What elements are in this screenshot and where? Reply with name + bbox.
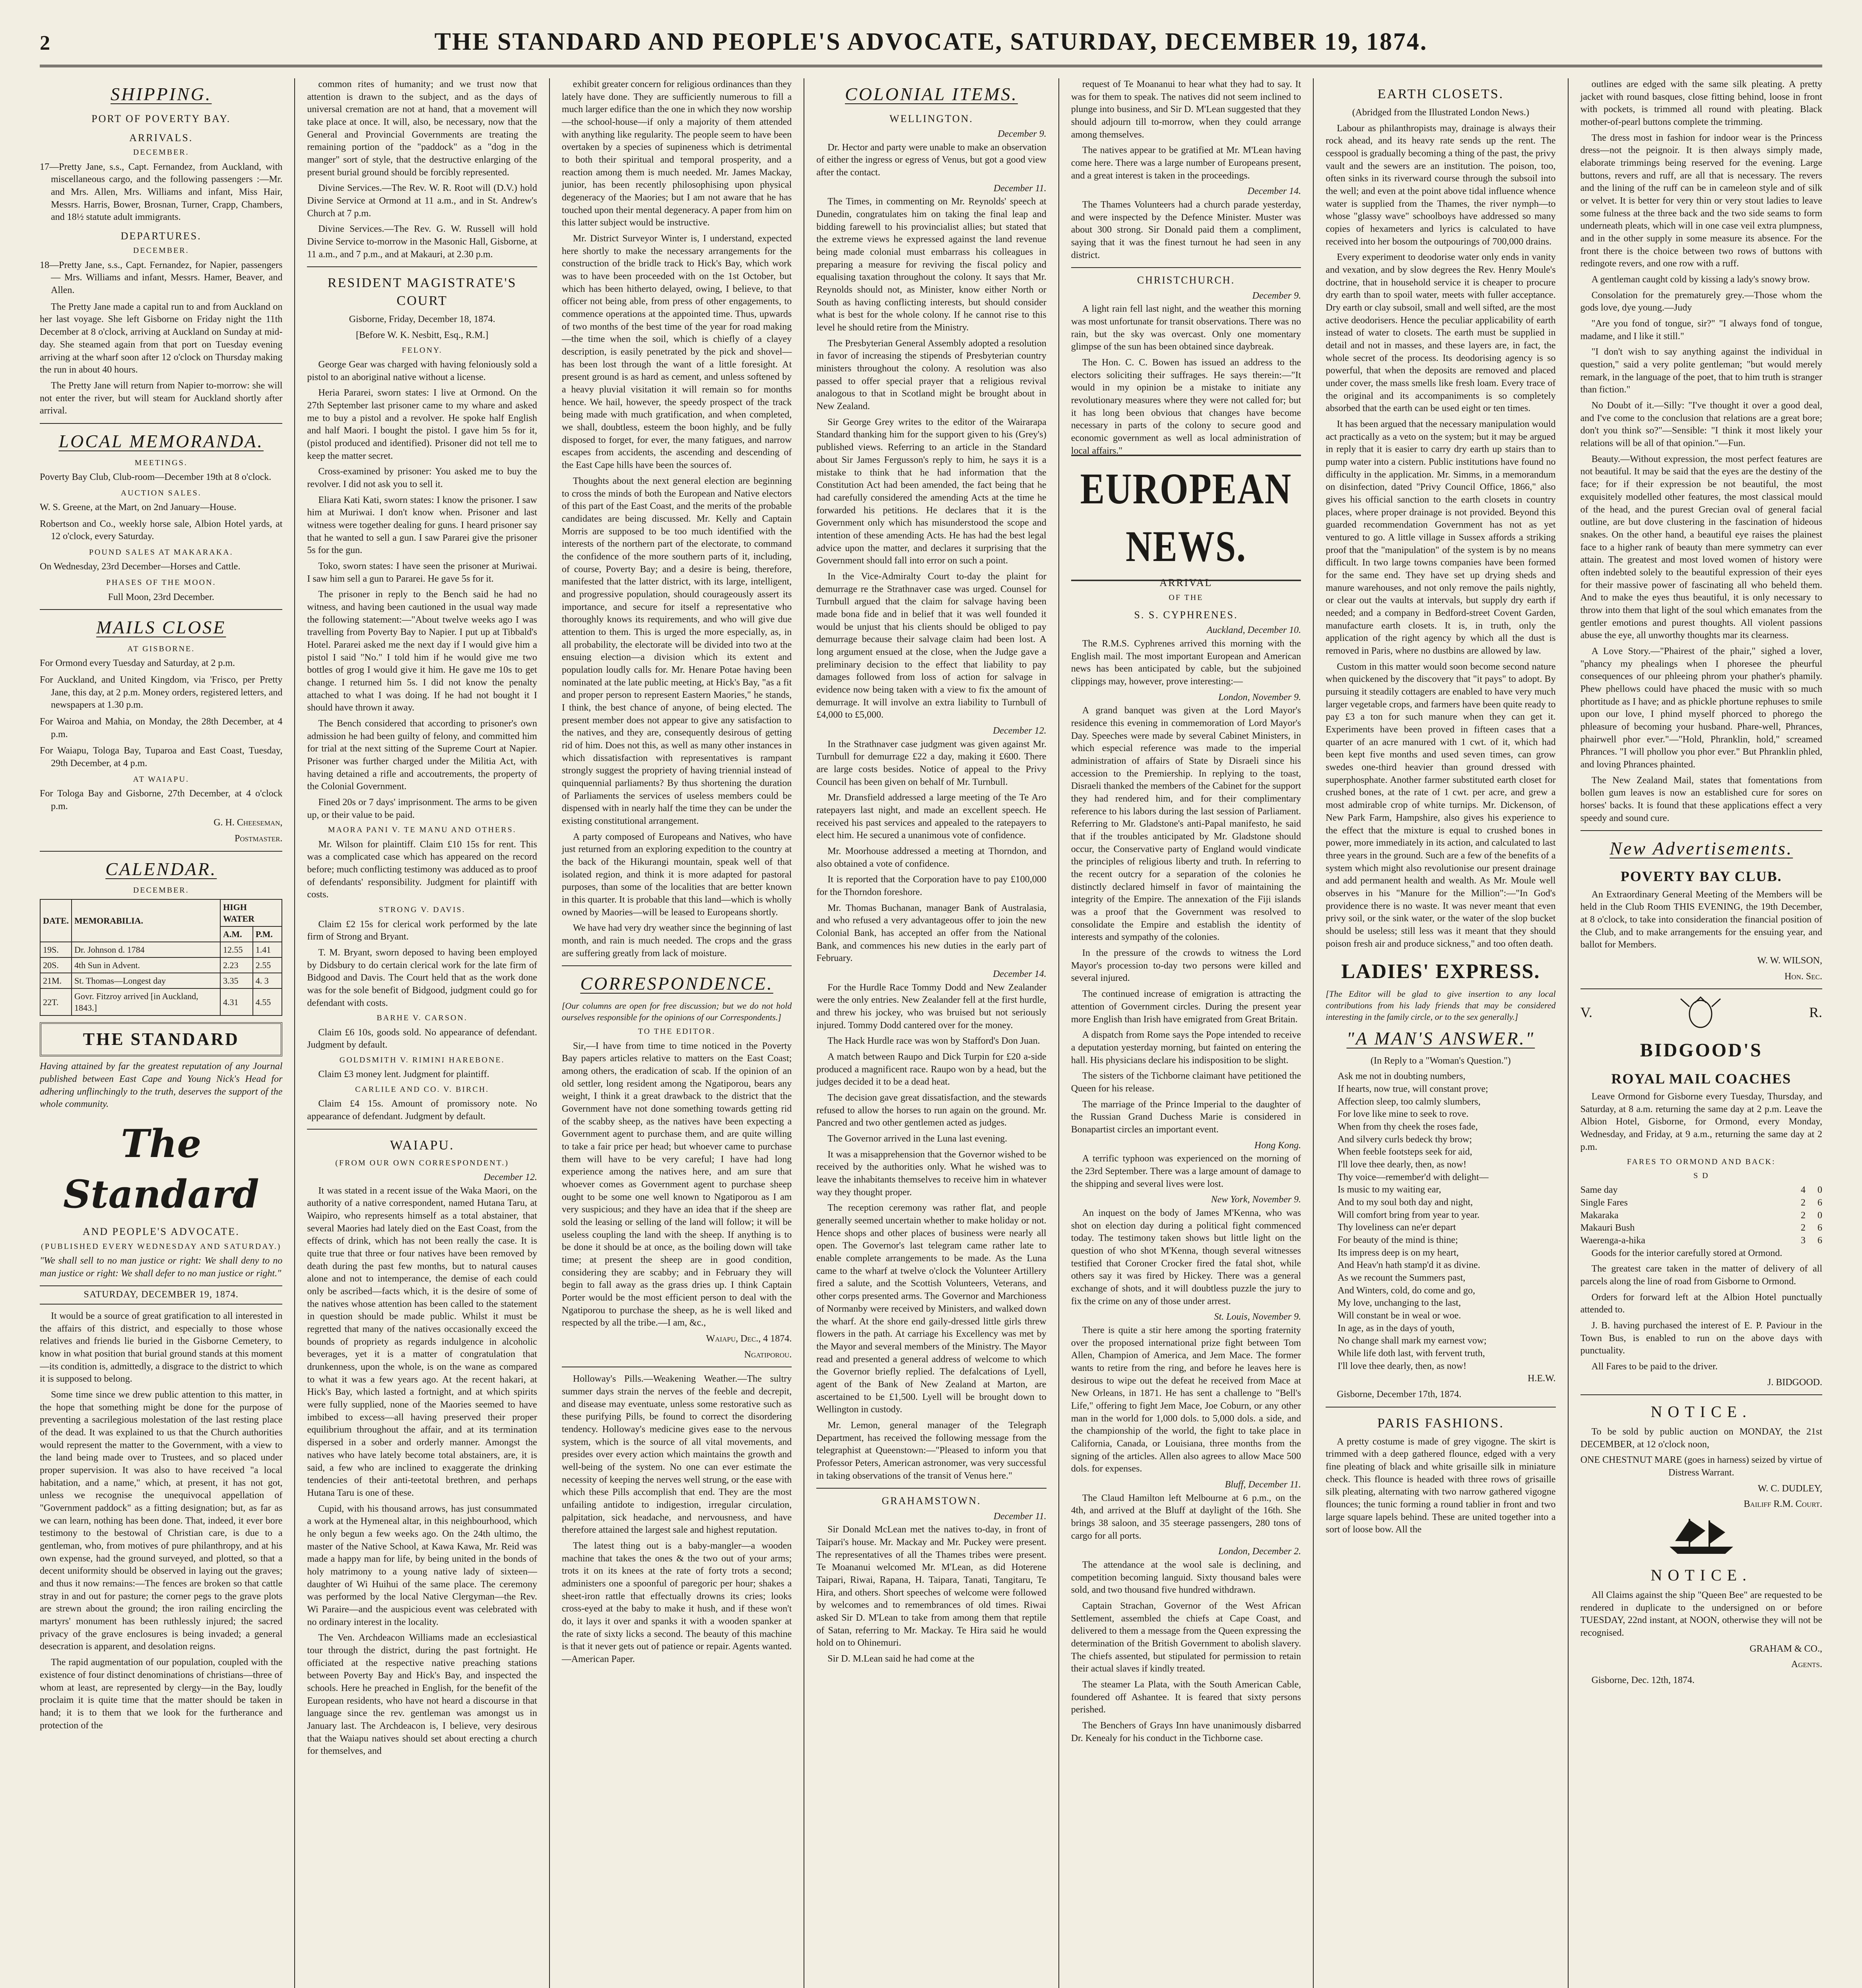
notice-item: ONE CHESTNUT MARE (goes in harness) seized by virtue of Distress Warrant. [1580, 1455, 1822, 1478]
news-paragraph: A light rain fell last night, and the weather this morning was most unfortunate for transit observations. There was no rain, but the sky was overcast. Only one momentary glimpse of the sun has been obtained since daybreak. [1071, 304, 1301, 352]
poem-line: Ask me not in doubting numbers, [1338, 1071, 1466, 1082]
pound-text: On Wednesday, 23rd December—Horses and Cattle. [40, 561, 241, 572]
mail-entry: For Waiapu, Tologa Bay, Tuparoa and East Coast, Tuesday, 29th December, at 4 p.m. [40, 746, 283, 769]
grahamstown-date: December 14. [1247, 186, 1301, 197]
grahamstown-heading: GRAHAMSTOWN. [881, 1495, 981, 1507]
news-paragraph: The Governor arrived in the Luna last evening. [827, 1134, 1008, 1144]
departure-entry: 18—Pretty Jane, s.s., Capt. Fernandez, for Napier, passengers — Mrs. Williams and infant, Messrs. Hamer, Beaver, and Allen. [40, 260, 283, 296]
bidgood-text: Leave Ormond for Gisborne every Tuesday, Thursday, and Saturday, at 8 a.m. returning the same day at 2 p.m. Leave the Albion Hotel, Gisborne, for Ormond, every Monday, Wednesday, and Friday, at 9 a.m., returning the same day at 2 p.m. [1580, 1091, 1822, 1152]
holloway-advert: Holloway's Pills.—Weakening Weather.—The sultry summer days strain the nerves of the feeble and decrepit, and disease may eventuate, unless some restorative such as these purifying Pills, be found to correct the disordering tendency. Holloway's medicine gives ease to the nervous system, which is the source of all vital movements, and presides over every action which maintains the growth and well-being of the system. No one can ever estimate the necessity of keeping the nerves well strung, or the ease with which these Pills accomplish that end. They are the most unfailing antidote to indigestion, irregular circulation, palpitation, sick headache, and nervousness, and have therefore attained the largest sale and highest reputation. [561, 1374, 792, 1536]
column-3 [549, 78, 804, 1988]
calendar-cell: Govr. Fitzroy arrived [in Auckland, 1843.] [72, 988, 220, 1015]
stlouis-date: St. Louis, November 9. [1214, 1312, 1301, 1322]
news-paragraph: The Times, in commenting on Mr. Reynolds' speech at Dunedin, congratulates him on taking the final leap and bidding farewell to his provincialist allies; but stated that the extreme views he expressed against the land revenue being made colonial must embarrass his colleagues in preparing a measure for reviving the fiscal policy and equalising taxation throughout the colony. It says that Mr. Reynolds should not, as Minister, know either North or South as having conflicting interests, but should consider what is best for the whole colony. If he cannot rise to this level he should retire from the Ministry. [816, 196, 1047, 333]
fare-pence: 6 [1817, 1197, 1822, 1208]
ship-name-heading: S. S. CYPHRENES. [1134, 609, 1238, 621]
waiapu-heading: WAIAPU. [390, 1138, 454, 1153]
poem-line: No change shall mark my earnest vow; [1338, 1336, 1487, 1346]
letter-paragraph: Sir,—I have from time to time noticed in the Poverty Bay papers articles relative to matters on the East Coast; among others, the eradication of scab. If the opinion of an old settler, long resident among the Ngatiporou, bears any weight, I think it a great drawback to the district that the Government have not done something towards getting rid of the scabby sheep, as the natives have been expecting a Government agent to purchase them, and are quite willing to take a fair price per head; but whoever came to purchase them will have to be very careful; I have had long experience among the natives here, and am sure that whoever comes as Government agent to purchase sheep ought to be some one well known to Ngatiporou as I am very suspicious; and they have an idea that if the sheep are sold the leasing or selling of the land will follow; it will be useless coupling the land with the sheep. If anything is to be done it should be at once, as the boiling down will take time; at present the sheep are in good condition, considering they are scabby; and in February they will begin to fall away as the grass dries up. I think Captain Porter would be the most efficient person to deal with the Ngatiporou to purchase the sheep, as he is well liked and respected by all the tribe.—I am, &c., [561, 1041, 792, 1328]
calendar-cell: St. Thomas—Longest day [72, 973, 220, 988]
news-paragraph: request of Te Moananui to hear what they had to say. It was for them to speak. The natives did not seem inclined to plunge into business, and Sir D. M'Lean suggested that they should adjourn till to-morrow, when they could arrange among themselves. [1071, 79, 1301, 140]
news-paragraph: It is reported that the Corporation have to pay £100,000 for the Thorndon foreshore. [816, 874, 1047, 897]
poem-line: And Heav'n hath stamp'd it as divine. [1338, 1260, 1480, 1271]
shipping-note: The Pretty Jane made a capital run to and from Auckland on her last voyage. She left Gisborne on Friday night the 11th December at 8 o'clock, arriving at Auckland on Sunday at mid-day. She steamed again from that port on Tuesday evening arriving at the wharf soon after 12 o'clock on Thursday making the run in about 40 hours. [40, 301, 283, 375]
fare-row [1580, 1222, 1822, 1235]
fare-amount [1801, 1197, 1822, 1209]
poem-signature: H.E.W. [1528, 1373, 1556, 1384]
news-paragraph: The Thames Volunteers had a church parade yesterday, and were inspected by the Defence Minister. Muster was about 300 strong. Sir Donald paid them a compliment, saying that it was the finest turnout he had seen in any district. [1071, 200, 1301, 260]
fares-column-heads: S D [1693, 1171, 1709, 1180]
moon-heading: PHASES OF THE MOON. [106, 578, 216, 587]
notice-text: To be sold by public auction on MONDAY, the 21st DECEMBER, at 12 o'clock noon, [1580, 1427, 1822, 1450]
news-paragraph: The attendance at the wool sale is declining, and competition becoming languid. Sixty thousand bales were sold, and two thousand five hundred withdrawn. [1071, 1560, 1301, 1596]
calendar-heading: CALENDAR. [105, 858, 217, 879]
ladies-express-heading: LADIES' EXPRESS. [1341, 960, 1540, 983]
masthead [40, 28, 1822, 67]
calendar-header-am: A.M. [220, 926, 253, 942]
issue-date: SATURDAY, DECEMBER 19, 1874. [40, 1285, 282, 1305]
news-paragraph: A terrific typhoon was experienced on the morning of the 23rd September. There was a large amount of damage to the shipping and several lives were lost. [1071, 1153, 1301, 1189]
running-head: THE STANDARD AND PEOPLE'S ADVOCATE, SATURDAY, DECEMBER 19, 1874. [434, 28, 1428, 55]
fare-label: Makauri Bush [1580, 1223, 1635, 1233]
fare-shillings: 2 [1801, 1197, 1806, 1208]
poem-line: Affection sleep, too calmly slumbers, [1338, 1096, 1481, 1107]
arrival-heading: ARRIVAL [1159, 577, 1213, 589]
letter-signature: Ngatiporou. [744, 1349, 792, 1360]
waiapu-continued: We have had very dry weather since the beginning of last month, and rain is much needed. The crops and the grass are suffering greatly from lack of moisture. [561, 923, 792, 959]
notice-signature-title: Agents. [1791, 1659, 1822, 1670]
calendar-cell: 2.55 [253, 957, 282, 973]
poem-line: I'll love thee dearly, then, as now! [1338, 1361, 1467, 1371]
club-ad-text: An Extraordinary General Meeting of the Members will be held in the Club Room THIS EVENING, the 19th December, at 8 o'clock, to take into consideration the financial position of the Club, and to make arrangements for the ensuing year, and ballot for Members. [1580, 889, 1822, 950]
article-paragraph: A pretty costume is made of grey vigogne. The skirt is trimmed with a deep gathered flounce, edged with a very fine pleating of black and white grisaille silk in miniature check. This flounce is headed with three rows of grisaille silk pleating, alternating with two narrow gathered vigogne flounces; the tunic forming a round tablier in front and two large square lapels behind. These are united together into a sort of loose bow. All the [1326, 1436, 1556, 1535]
london-date: London, November 9. [1218, 692, 1301, 703]
ladies-express-note: [The Editor will be glad to give insertion to any local contributions from his lady friends that may be considered interesting in the family circle, or to the sex generally.] [1326, 988, 1556, 1022]
departures-heading: DEPARTURES. [120, 230, 202, 242]
auction-heading: AUCTION SALES. [120, 488, 202, 497]
waiapu-paragraph: Cupid, with his thousand arrows, has just consummated a work at the Hymeneal altar, in this neighbourhood, which he only begun a few weeks ago. On the 24th ultimo, the master of the Native School, at Kawa Kawa, Mr. Reid was made a happy man for life, by being united in the bonds of holy matrimony to a young native lady of sixteen—daughter of Wi Huihui of the same place. The ceremony was performed by the local Native Clergyman—the Rev. Wi Paraire—and the auspicious event was celebrated with no ordinary interest in the locality. [307, 1503, 537, 1627]
calendar-row [40, 942, 282, 957]
pound-heading: POUND SALES AT MAKARAKA. [89, 548, 233, 557]
news-paragraph: The Benchers of Grays Inn have unanimously disbarred Dr. Kenealy for his conduct in the Tichborne case. [1071, 1720, 1301, 1743]
article-paragraph: outlines are edged with the same silk pleating. A pretty jacket with round basques, close fitting behind, loose in front with pockets, is trimmed all round with pleating. Black mother-of-pearl buttons complete the trimming. [1580, 79, 1822, 128]
bidgood-heading: BIDGOOD'S [1640, 1040, 1763, 1061]
waiapu-continued: Mr. District Surveyor Winter is, I understand, expected here shortly to make the necessary arrangements for the construction of the bridle track to Hick's Bay, which work was to have been proceeded with on the 1st October, but which has been hitherto delayed, owing, I believe, to that officer not being able, from press of other engagements, to commence operations at the appointed time. Thus, upwards of two months of the best time of the year for road making—the time when the soil, which is chiefly of a clayey description, is easily penetrated by the pick and shovel—has been lost through the want of a little foresight. At present ground is as hard as cement, and unless softened by a heavy pluvial visitation it will remain so for months hence. We hail, however, the speedy prospect of the track being made with much gratification, and when completed, we shall, doubtless, esteem the boon highly, and be fully disposed to forget, for ever, the many fatigues, and narrow escapes from accidents, the ascending and descending of the East Cape hills have been the sources of. [561, 233, 792, 471]
paris-fashions-heading: PARIS FASHIONS. [1377, 1415, 1504, 1431]
fare-row [1580, 1235, 1822, 1247]
column-5 [1058, 78, 1313, 1988]
column-7 [1568, 78, 1822, 1988]
christchurch-heading: CHRISTCHURCH. [1137, 274, 1235, 286]
poem-line: My love, unchanging to the last, [1338, 1298, 1461, 1309]
news-paragraph: The continued increase of emigration is attracting the attention of Government circles. During the present year more English than Irish have emigrated from Great Britain. [1071, 989, 1301, 1025]
calendar-cell: 2.23 [220, 957, 253, 973]
leader-paragraph: The rapid augmentation of our population, coupled with the existence of four distinct denominations of christians—three of whom at least, are represented by clergy—in the Bay, loudly proclaim it is quite time that the matter should be taken in hand; it is to them that we look for the furtherance and protection of the [40, 1657, 283, 1731]
fare-pence: 6 [1817, 1223, 1822, 1233]
poem-subtitle: (In Reply to a "Woman's Question.") [1371, 1055, 1511, 1066]
notice-heading: NOTICE. [1650, 1566, 1752, 1584]
news-paragraph: In the Vice-Admiralty Court to-day the plaint for demurrage re the Strathnaver case was urged. Counsel for Turnbull argued that the claim for salvage having been made bona fide and in belief that it was well founded it would be unjust that his clients should be obliged to pay demurrage because their salvage claim had been lost. A long argument ensued at the close, when the Judge gave a preliminary decision to the effect that liability to pay damages followed from loss of action for salvage in evidence now being taken with a view to fix the amount of demurrage. It will involve an extra liability to Turnbull of £4,000 to £5,000. [816, 571, 1047, 720]
rm-court-date: Gisborne, Friday, December 18, 1874. [349, 314, 495, 325]
poem-line: And silvery curls bedeck thy brow; [1338, 1134, 1472, 1145]
fare-row [1580, 1209, 1822, 1222]
calendar-cell: 4.55 [253, 988, 282, 1015]
anecdote: "Are you fond of tongue, sir?" "I always fond of tongue, madame, and I like it still." [1580, 318, 1822, 342]
anecdote: Beauty.—Without expression, the most perfect features are not beautiful. It may be said that the eyes are the destiny of the face; for if their expression be not beautiful, the most exquisitely modelled other features, the most classical mould of the head, and the purest Grecian oval of general facial outline, are but dove clustering in the fascination of hideous snakes. On the other hand, a beautiful eye raises the plainest face to a higher rank of beauty than mere symmetry can ever attain. The greatest and most loved women of history were often indebted solely to the beautiful expression of their eyes for their massive power of fascinating all who beheld them. And to make the eyes thus beautiful, it is only necessary to throw into them that light of the soul which emanates from the gentler emotions and purest thoughts. All violent passions abuse the eye, all unworthy thoughts mar its clearness. [1580, 454, 1822, 641]
mail-entry: For Auckland, and United Kingdom, via 'Frisco, per Pretty Jane, this day, at 2 p.m. Money orders, registered letters, and newspapers at 1.30 p.m. [40, 674, 283, 711]
calendar-cell: 4th Sun in Advent. [72, 957, 220, 973]
calendar-cell: 3.35 [220, 973, 253, 988]
of-the: OF THE [1169, 593, 1204, 602]
poem-line: When feeble footsteps seek for aid, [1338, 1147, 1472, 1157]
news-paragraph: The reception ceremony was rather flat, and people generally seemed uncertain whether to make holiday or not. Hence shops and other places of business were nearly all open. The Governor's last telegram came rather late to enable complete arrangements to be made. As the Luna came to the wharf at twelve o'clock the Volunteer Artillery fired a salute, and the Scottish Volunteers, Veterans, and other corps presented arms. The Governor and Marchioness of Normanby were received by Ministers, and walked down the wharf. At the shore end gaily-dressed little girls threw flowers in the path. At carriage his Excellency was met by the Mayor and several members of the Ministry. The Mayor read and presented a general address of welcome to which the Governor briefly replied. The defalcations of Lyell, agent of the Bank of New Zealand at Marton, are ascertained to be £1,500. Lyell will be brought down to Wellington in custody. [816, 1203, 1047, 1415]
court-paragraph: Claim £3 money lent. Judgment for plaintiff. [318, 1069, 489, 1080]
rm-court-before: [Before W. K. Nesbitt, Esq., R.M.] [355, 330, 489, 340]
arrivals-month: DECEMBER. [133, 148, 189, 157]
fare-label: Single Fares [1580, 1197, 1628, 1208]
correspondence-heading: CORRESPONDENCE. [580, 973, 773, 994]
fare-amount [1801, 1222, 1822, 1235]
calendar-cell: 1.41 [253, 942, 282, 957]
paper-verse: "We shall sell to no man justice or right: We shall deny to no man justice or right: We shall defer to no man justice or right." [40, 1256, 283, 1279]
newyork-date: New York, November 9. [1211, 1194, 1301, 1205]
article-paragraph: Every experiment to deodorise water only ends in vanity and vexation, and by slow degrees the Rev. Henry Moule's doctrine, that in household service it is cheaper to procure dry earth than to spoil water, meets with fuller acceptance. Dry earth or clay subsoil, small and well sifted, are the most active deodorisers. Hence the peculiar applicability of earth instead of water to closets. The earth must be supplied in detail and not in masses, and these layers are, in fact, the whole secret of the process. Its deodorising agency is so powerful, that when the deposits are removed and placed under cover, the mass smells like fresh loam. Every trace of the original and its accompaniments is so completely absorbed that the earth can be used eight or ten times. [1326, 252, 1556, 414]
waiapu-byline: (FROM OUR OWN CORRESPONDENT.) [335, 1158, 509, 1167]
wellington-heading: WELLINGTON. [889, 113, 973, 124]
poem-line: While life doth last, with fervent truth, [1338, 1348, 1485, 1359]
poem-line: I'll love thee dearly, then, as now! [1338, 1159, 1467, 1170]
news-paragraph: In the Strathnaver case judgment was given against Mr. Turnbull for demurrage £22 a day, making it £600. There are large costs besides. Notice of appeal to the Privy Council has been given on behalf of Mr. Turnbull. [816, 739, 1047, 787]
poem-line: For beauty of the mind is thine; [1338, 1235, 1458, 1246]
calendar-cell: 20S. [40, 957, 72, 973]
court-paragraph: The prisoner in reply to the Bench said he had no witness, and having been cautioned in the usual way made the following statement:—"About twelve weeks ago I was travelling from Poverty Bay to Napier. I put up at Tibbald's Hotel. Pararei asked me the next day if I would give him a pistol I said "No." I told him if he would give me two bottles of grog I would give it him. He gave me 10s to get change. I returned him 5s. I did not know the penalty attached to what I was doing. If he had not bought it I should have thrown it away. [307, 589, 537, 713]
news-paragraph: Mr. Moorhouse addressed a meeting at Thorndon, and also obtained a vote of confidence. [816, 846, 1047, 869]
poem-line: Is music to my waiting ear, [1338, 1184, 1441, 1195]
poem-line: And Winters, cold, do come and go, [1338, 1285, 1475, 1296]
royal-arms [1580, 995, 1822, 1031]
court-paragraph: Toko, sworn states: I have seen the prisoner at Muriwai. I saw him sell a gun to Pararei. He gave 5s for it. [307, 561, 537, 584]
at-waiapu: AT WAIAPU. [133, 775, 189, 784]
calendar-row [40, 973, 282, 988]
vr-right: R. [1809, 1004, 1822, 1021]
club-ad-signature-title: Hon. Sec. [1784, 971, 1822, 982]
anecdote: "I don't wish to say anything against the individual in question," said a very polite gentleman; "but would merely remark, in the language of the poet, that to him truth is stranger than fiction." [1580, 347, 1822, 395]
colonial-items-heading: COLONIAL ITEMS. [845, 84, 1018, 104]
calendar-header-date: DATE. [40, 899, 72, 942]
auction-text: W. S. Greene, at the Mart, on 2nd January—House. [40, 502, 237, 513]
poem-line: When from thy cheek the roses fade, [1338, 1122, 1478, 1132]
waiapu-continued: exhibit greater concern for religious ordinances than they lately have done. They are sufficiently numerous to fill a much larger edifice than the one in which they now worship—the school-house—if only a majority of them attended with anything like regularity. The people seem to have been overtaken by a species of supineness which is detrimental to both their spiritual and temporal prosperity, and a reaction among them is much needed. Mr. James Mackay, junior, has been recently philosophising upon physical degeneracy of the Maories; but I am not aware that he has touched upon their mental degeneracy. A paper from him on this latter subject would be instructive. [561, 79, 792, 228]
anecdote: A gentleman caught cold by kissing a lady's snowy brow. [1591, 274, 1810, 285]
news-paragraph: The decision gave great dissatisfaction, and the stewards refused to allow the horses to run again on the ground. Mr. Pancred and two other gentlemen acted as judges. [816, 1093, 1047, 1128]
news-paragraph: The R.M.S. Cyphrenes arrived this morning with the English mail. The most important European and American news has been anticipated by cable, but the subjoined clippings may, however, prove interesting:— [1071, 639, 1301, 687]
column-grid [40, 78, 1822, 1988]
calendar-cell: Dr. Johnson d. 1784 [72, 942, 220, 957]
fare-pence: 0 [1817, 1185, 1822, 1196]
poem-line: As we recount the Summers past, [1338, 1273, 1466, 1283]
news-paragraph: The natives appear to be gratified at Mr. M'Lean having come here. There was a large number of Europeans present, and a great interest is taken in the proceedings. [1071, 145, 1301, 181]
postmaster-name: G. H. Cheeseman, [214, 817, 283, 828]
at-gisborne: AT GISBORNE. [127, 644, 195, 653]
news-paragraph: Sir D. M.Lean said he had come at the [827, 1653, 975, 1664]
column-2 [294, 78, 549, 1988]
fare-pence: 6 [1817, 1235, 1822, 1246]
fare-amount [1801, 1184, 1822, 1197]
poem-line: Its impress deep is on my heart, [1338, 1247, 1459, 1258]
london-date: London, December 2. [1218, 1546, 1301, 1557]
vr-left: V. [1580, 1004, 1592, 1021]
waiapu-continued: Thoughts about the next general election are beginning to cross the minds of both the European and Native electors of this part of the East Coast, and the merits of the probable candidates are being discussed. Mr. Kelly and Captain Morris are supposed to be too much identified with the interests of the northern part of the electorate, to command the confidence of the more southern parts of it, including, of course, Poverty Bay; and a desire is being, therefore, manifested that the latter district, with its large, intelligent, and progressive population, should courageously assert its importance, and secure for itself a representative who thoroughly knows its requirements, and who will give due attention to them. This is urged the more especially, as, in all probability, the electorate will be divided into two at the ensuing election—a division which its extent and population loudly calls for. Mr. Henare Potae having been nominated at the late public meeting, at Hick's Bay, "as a fit and proper person to represent Eastern Maories," he stands, I think, the best chance of anyone, of being elected. The present member does not appear to give any satisfaction to the natives, and they are, consequently desirous of getting rid of him. Does not this, as well as many other instances in which dissatisfaction with representatives is rampant strongly suggest the propriety of having triennial instead of quinquennial parliaments? By thus shortening the duration of Parliaments the services of useless members could be dispensed with in nearly half the time they can be under the existing constitutional arrangement. [561, 476, 792, 826]
auckland-date: Auckland, December 10. [1206, 625, 1301, 636]
news-paragraph: In the pressure of the crowds to witness the Lord Mayor's procession to-day two persons were killed and several injured. [1071, 948, 1301, 984]
port-heading: PORT OF POVERTY BAY. [91, 113, 231, 124]
news-paragraph: The steamer La Plata, with the South American Cable, foundered off Ashantee. It is feared that sixty persons perished. [1071, 1679, 1301, 1715]
news-paragraph: The Claud Hamilton left Melbourne at 6 p.m., on the 4th, and arrived at the Bluff at daylight of the 16th. She brings 38 saloon, and 35 steerage passengers, 280 tons of cargo for all ports. [1071, 1493, 1301, 1541]
mail-entry: For Tologa Bay and Gisborne, 27th December, at 4 o'clock p.m. [40, 788, 283, 812]
calendar-cell: 12.55 [220, 942, 253, 957]
waiapu-continued: A party composed of Europeans and Natives, who have just returned from an exploring expedition to the country at the back of the Hikurangi mountain, speak well of that isolated region, and think it is more adapted for pastoral purposes, than some of the localities that are better known in this quarter. It is probable that this land—which is wholly owned by Maories—will be leased to Europeans shortly. [561, 831, 792, 918]
fare-label: Makaraka [1580, 1210, 1619, 1221]
page-number: 2 [40, 32, 50, 54]
notice-signature: GRAHAM & CO., [1749, 1643, 1822, 1654]
poem-line: In age, as in the days of youth, [1338, 1323, 1455, 1334]
notice-signature: W. C. DUDLEY, [1757, 1483, 1822, 1494]
poem-date: Gisborne, December 17th, 1874. [1337, 1389, 1462, 1400]
column-4 [804, 78, 1058, 1988]
news-paragraph: The sisters of the Tichborne claimant have petitioned the Queen for his release. [1071, 1071, 1301, 1094]
news-paragraph: There is quite a stir here among the sporting fraternity over the proposed international prize fight between Tom Allen, Champion of America, and Jem Mace. The former wants to retire from the ring, and before he leaves here is desirous to wipe out the defeat he received from Mace at New Orleans, in 1871. He has sent a challenge to "Bell's Life," offering to fight Jem Mace, Joe Coburn, or any other man in the world for 1,000 dols. to 5,000 dols. a side, and the championship of the world, the fight to take place in California, Canada, or Louisiana, three months from the signing of the articles. Allen also agrees to allow Mace 500 dols. for expenses. [1071, 1325, 1301, 1474]
anecdote: A Love Story.—"Phairest of the phair," sighed a lover, "phancy my phealings when I phoresee the pheurful consequences of our phleeing phrom your phather's phamily. Phew phellows could have phaced the music with so much phortitude as I have; and as phickle phortune rephuses to smile upon our love, I phind myself phorced to phorego the phleasure of becoming your husband. Phare-well, Phrances, phairwell phor ever."—"Hold, Phranklin, hold," screamed Phrances. "I will phollow you phor ever." But Phranklin phled, and loving Phrances phainted. [1580, 646, 1822, 770]
news-paragraph: Captain Strachan, Governor of the West African Settlement, assembled the chiefs at Cape Coast, and delivered to them a message from the Queen expressing the determination of the British Government to abolish slavery. The chiefs assented, but stipulated for permission to retain their actual slaves if kindly treated. [1071, 1601, 1301, 1674]
sailing-ship-icon [1662, 1515, 1741, 1559]
rm-court-heading: RESIDENT MAGISTRATE'S COURT [327, 276, 517, 309]
column-1 [40, 78, 294, 1988]
local-memoranda-heading: LOCAL MEMORANDA. [58, 431, 264, 451]
mail-entry: For Ormond every Tuesday and Saturday, at 2 p.m. [40, 658, 235, 669]
court-paragraph: Eliara Kati Kati, sworn states: I know the prisoner. I saw him at Muriwai. I don't know when. Prisoner and last witness were together dealing for guns. I heard prisoner say that he wanted to sell a gun. I saw Pararei give the prisoner 5s for the gun. [307, 495, 537, 556]
news-paragraph: Sir George Grey writes to the editor of the Wairarapa Standard thanking him for the support given to his (Grey's) published views. Referring to an article in the Standard about Sir James Fergusson's reply to him, he says it is a mistake to think that he had information that the Constitution Act had been amended, the fact being that he had carefully considered the amending Acts at the time he forwarded his petitions. He declares that it is the Government only which has misunderstood the scope and intention of these amending Acts. He has had the best legal advice upon the matter, and declares it surprising that the Government should fall into error on such a point. [816, 417, 1047, 566]
fare-label: Waerenga-a-hika [1580, 1235, 1645, 1246]
fare-amount [1801, 1235, 1822, 1247]
meetings-text: Poverty Bay Club, Club-room—December 19th at 8 o'clock. [40, 472, 272, 482]
standard-banner: THE STANDARD [40, 1022, 282, 1056]
article-paragraph: Labour as philanthropists may, drainage is always their rock ahead, and its heavy rate sends up the rent. The cesspool is gradually becoming a thing of the past, the privy vault and the sewers are an institution. The poison, too, often sinks in its riverward course through the subsoil into the well; and even at the point above tidal influence whence water is supplied from the Thames, the river nymph—to whose "glassy wave" schoolboys have addressed so many copies of hexameters and lyrics is calculated to have received into her bosom the outpourings of 700,000 drains. [1326, 123, 1556, 247]
poem-line: If hearts, now true, will constant prove; [1338, 1084, 1488, 1094]
anecdote: Consolation for the prematurely grey.—Those whom the gods love, dye young.—Judy [1580, 290, 1822, 313]
poem-line: Will comfort bring from year to year. [1338, 1209, 1480, 1220]
wellington-date: December 14. [993, 969, 1047, 980]
court-paragraph: Cross-examined by prisoner: You asked me to buy the revolver. I did not ask you to sell it. [307, 466, 537, 489]
fare-row [1580, 1184, 1822, 1197]
paper-nameplate: The Standard [63, 1121, 259, 1217]
waiapu-date: December 12. [483, 1172, 537, 1183]
notice-heading: NOTICE. [1650, 1403, 1752, 1421]
case-heading: BARHE V. CARSON. [377, 1013, 468, 1023]
news-paragraph: Mr. Lemon, general manager of the Telegraph Department, has received the following message from the telegraphist at Queenstown:—"Pleased to inform you that Professor Peters, American astronomer, was very successful in taking observations of the transit of Venus here." [816, 1420, 1047, 1481]
bluff-date: Bluff, December 11. [1225, 1479, 1301, 1490]
moon-text: Full Moon, 23rd December. [108, 592, 214, 602]
column-6 [1313, 78, 1567, 1988]
arrivals-heading: ARRIVALS. [129, 132, 193, 144]
notice-date: Gisborne, Dec. 12th, 1874. [1591, 1675, 1695, 1685]
club-ad-signature: W. W. WILSON, [1757, 955, 1822, 966]
wellington-date: December 9. [998, 129, 1047, 140]
news-paragraph: Mr. Thomas Buchanan, manager Bank of Australasia, and who refused a very advantageous offer to join the new Colonial Bank, has accepted an offer from the National Bank, and commences his new duties in the early part of February. [816, 903, 1047, 964]
paper-publication: (PUBLISHED EVERY WEDNESDAY AND SATURDAY.) [41, 1242, 282, 1251]
calendar-cell: 22T. [40, 988, 72, 1015]
mail-entry: For Wairoa and Mahia, on Monday, the 28th December, at 4 p.m. [40, 716, 283, 740]
fare-shillings: 4 [1801, 1185, 1806, 1196]
club-ad-heading: POVERTY BAY CLUB. [1620, 868, 1782, 885]
news-paragraph: A dispatch from Rome says the Pope intended to receive a deputation yesterday morning, but fainted on entering the hall. His physicians declare his indisposition to be slight. [1071, 1030, 1301, 1066]
news-paragraph: Dr. Hector and party were unable to make an observation of either the ingress or egress of Venus, but got a good view after the contact. [816, 142, 1047, 178]
court-paragraph: Fined 20s or 7 days' imprisonment. The arms to be given up, or their value to be paid. [307, 797, 537, 820]
article-paragraph: Custom in this matter would soon become second nature when quickened by the discovery that "it pays" to adopt. By pursuing it steadily cottagers are enabled to have very much larger vegetable crops, and farmers have been quite ready to pay £3 a ton for such manure when they can get it. Experiments have been proved in fifteen cases that a quarter of an acre manured with 1 cwt. of it, which had been kept five months and used seven times, can grow swedes one-third heavier than ground dressed with superphosphate. Another farmer substituted earth closet for crushed bones, at the rate of 1 cwt. per acre, and grew a most admirable crop of white turnips. Mr. Dickenson, of New Park Farm, Hampshire, also gives his experience to the effect that the mixture is equal to crushed bones in power, more immediately in its action, and calculated to last three years in the ground. Such are a few of the benefits of a system which might also revolutionise our present drainage and add permanent health and wealth. As Mr. Moule well observes in his "Manure for the Million":—"In God's providence there is no waste. It was never meant that even privy soil, or the sink water, or the water of the slop bucket should be useless; still less was it meant that they should poison fresh air and produce sickness," and too often death. [1326, 661, 1556, 949]
european-news-heading: EUROPEAN NEWS. [1071, 455, 1301, 581]
poem-line: Will constant be in weal or woe. [1338, 1310, 1461, 1321]
notice-signature-title: Bailiff R.M. Court. [1744, 1499, 1822, 1510]
court-paragraph: Heria Pararei, sworn states: I live at Ormond. On the 27th September last prisoner came to my whare and asked me to buy a pistol and a revolver. He spoke half English and half Maori. I bought the pistol. I gave him 5s for it, (pistol produced and identified). Prisoner did not tell me to keep the matter secret. [307, 388, 537, 461]
calendar-cell: 4. 3 [253, 973, 282, 988]
christchurch-date: December 9. [1252, 290, 1301, 301]
court-paragraph: Claim £2 15s for clerical work performed by the late firm of Strong and Bryant. [307, 919, 537, 942]
news-paragraph: A grand banquet was given at the Lord Mayor's residence this evening in commemoration of Lord Mayor's Day. Speeches were made by several Cabinet Ministers, in which especial reference was made to the imperial administration of affairs of State by Disraeli since his accession to the Premiership. In replying to the toast, Disraeli thanked the members of the Cabinet for the support they had rendered him, and for their complimentary reference to his labors during the last session of Parliament. Referring to Mr. Gladstone's anti-Papal manifesto, he said that if the troubles anticipated by Mr. Gladstone should occur, the Conservative party of England would vindicate the principles of religious liberty and truth. In referring to the recent outcry for a separation of the colonies he distinctly declared himself in favor of maintaining the integrity of the Empire. The annexation of the Fiji islands was a proof that the Government was resolved to consolidate the Empire and establish the identity of interests and sympathy of the colonies. [1071, 705, 1301, 943]
letter-place-date: Waiapu, Dec., 4 1874. [706, 1333, 792, 1344]
shipping-note-2: The Pretty Jane will return from Napier to-morrow: she will not enter the river, but will steam for Auckland shortly after arrival. [40, 380, 283, 416]
court-paragraph: Claim £6 10s, goods sold. No appearance of defendant. Judgment by default. [307, 1027, 537, 1050]
bidgood-text: All Fares to be paid to the driver. [1591, 1361, 1718, 1372]
to-editor: TO THE EDITOR. [638, 1027, 716, 1036]
bidgood-text: The greatest care taken in the matter of delivery of all parcels along the line of road from Gisborne to Ormond. [1580, 1264, 1822, 1287]
anecdote: The New Zealand Mail, states that fomentations from bollen gum leaves is now an established cure for sores on horses' backs. It is found that these applications effect a very speedy and sound cure. [1580, 775, 1822, 823]
calendar-header-memo: MEMORABILIA. [72, 899, 220, 942]
news-paragraph: The Hon. C. C. Bowen has issued an address to the electors soliciting their suffrages. He says therein:—"It would in my opinion be a mistake to initiate any revolutionary measures where they were not called for; but it has long been obvious that changes have become necessary in parts of the colony to secure good and economic government as well as local administration of local affairs." [1071, 357, 1301, 456]
royal-crest-icon [1677, 995, 1724, 1031]
poem-body [1326, 1070, 1555, 1373]
notice-text: All Claims against the ship "Queen Bee" are requested to be rendered in duplicate to the undersigned on or before TUESDAY, 22nd instant, at NOON, otherwise they will not be recognised. [1580, 1590, 1822, 1638]
wellington-date: December 11. [993, 183, 1047, 194]
meetings-heading: MEETINGS. [134, 458, 188, 467]
auction-text-2: Robertson and Co., weekly horse sale, Albion Hotel yards, at 12 o'clock, every Saturday. [40, 518, 283, 542]
fare-amount [1801, 1209, 1822, 1222]
standard-motto: Having attained by far the greatest reputation of any Journal published between East Cape and Young Nick's Head for adhering unflinchingly to the truth, deserves the support of the whole community. [40, 1061, 283, 1110]
bidgood-text: Goods for the interior carefully stored at Ormond. [1591, 1248, 1782, 1258]
calendar-row [40, 988, 282, 1015]
case-heading: CARLILE AND CO. V. BIRCH. [355, 1085, 489, 1094]
poem-line: For love like mine to seek to rove. [1338, 1109, 1469, 1120]
fare-pence: 0 [1817, 1210, 1822, 1221]
poem-line: Thy voice—remember'd with delight— [1338, 1172, 1489, 1182]
calendar-month: DECEMBER. [133, 886, 189, 895]
bidgood-text: J. B. having purchased the interest of E. P. Paviour in the Town Bus, is enabled to run on the above days with punctuality. [1580, 1320, 1822, 1356]
news-paragraph: The marriage of the Prince Imperial to the daughter of the Russian Grand Duchess Marie is considered in Bonapartist circles an important event. [1071, 1099, 1301, 1135]
leader-continued: common rites of humanity; and we trust now that attention is drawn to the subject, and as the days of universal cremation are not at hand, that a movement will take place at once. It will, also, be necessary, now that the General and Provincial Governments are treating the remaining portion of the "paddock" as a "dog in the manger" sort of style, that the destructive enlarging of the present burial ground should be forcibly represented. [307, 79, 537, 178]
news-paragraph: An inquest on the body of James M'Kenna, who was shot on election day during a political fight commenced today. The testimony taken shows but little light on the question of who shot M'Kenna, though several witnesses testified that Coroner Crocker fired the fatal shot, while others say it was fired by Hickey. There was a general exchange of shots, and it will doubtless puzzle the jury to fix the crime on any of those under arrest. [1071, 1208, 1301, 1307]
fare-label: Same day [1580, 1185, 1618, 1196]
divine-service-notice: Divine Services.—The Rev. G. W. Russell will hold Divine Service to-morrow in the Masonic Hall, Gisborne, at 11 a.m., and 7 p.m., and at Makauri, at 2.30 p.m. [307, 224, 537, 260]
case-heading: GOLDSMITH V. RIMINI HAREBONE. [339, 1055, 505, 1064]
leader-paragraph: It would be a source of great gratification to all interested in the affairs of this district, and especially to those whose relatives and friends lie buried in the Gisborne Cemetery, to know in what position that burial ground stands at this moment—its condition is, admittedly, a disgrace to the district to which it is supposed to belong. [40, 1311, 283, 1384]
calendar-table [40, 899, 282, 1016]
court-paragraph: T. M. Bryant, sworn deposed to having been employed by Didsbury to do certain clerical work for the late firm of Bidgood and Davis. The Court held that as the work done was for the sole benefit of Bidgood, judgment could go for defendant with costs. [307, 947, 537, 1008]
article-paragraph: It has been argued that the necessary manipulation would act practically as a veto on the system; but it may be argued in reply that it is easier to carry dry earth up stairs than to pump water into a cistern. Public institutions have found no difficulty in the application. Mr. Simms, in a memorandum on disinfection, dated "Privy Council Office, 1866," also gives his official sanction to the earth closets in country places, where proper drainage is not provided. Beyond this guarded recommendation Government has not as yet ventured to go. A little village in Sussex affords a striking proof that the "manipulation" of the system is by no means difficult. In two large towns companies have been formed for the same end. They have set up drying sheds and manure warehouses, and not only remove the pails nightly, or clear out the vaults at intervals, but supply dry earth if needed; and a company in Bedford-street Covent Garden, manufacture earth closets. It is, in truth, only the application of the right agency by which all the dust is removed in Paris, where no dustbins are allowed by law. [1326, 419, 1556, 656]
wellington-date: December 12. [993, 725, 1047, 736]
earth-closets-source: (Abridged from the Illustrated London News.) [1352, 107, 1529, 118]
news-paragraph: It was a misapprehension that the Governor wished to be received by the authorities only. What he wished was to leave the inhabitants themselves to receive him in whatever way they thought proper. [816, 1149, 1047, 1198]
news-paragraph: Mr. Dransfield addressed a large meeting of the Te Aro ratepayers last night, and made an excellent speech. He received his past services and appealed to the ratepayers to elect him. He secured a unanimous vote of confidence. [816, 792, 1047, 841]
anecdote: No Doubt of it.—Silly: "I've thought it over a good deal, and I've come to the conclusion that relations are a great bore; don't you think so?"—Sensible: "I think it most likely your relations will be all of that opinion."—Fun. [1580, 400, 1822, 449]
calendar-header-high-water: HIGH WATER [220, 899, 282, 926]
court-paragraph: George Gear was charged with having feloniously sold a pistol to an aboriginal native without a license. [307, 359, 537, 382]
felony-heading: FELONY. [402, 346, 443, 355]
arrival-entry: 17—Pretty Jane, s.s., Capt. Fernandez, from Auckland, with miscellaneous cargo, and the following passengers :—Mr. and Mrs. Allen, Mrs. Williams and infant, Miss Hair, Messrs. Harris, Bower, Brosnan, Turner, Crapp, Chambers, and 18½ statute adult immigrants. [40, 161, 283, 223]
hongkong-date: Hong Kong. [1254, 1140, 1301, 1151]
bidgood-text: Orders for forward left at the Albion Hotel punctually attended to. [1580, 1292, 1822, 1315]
poem-line: Thy loveliness can ne'er depart [1338, 1222, 1456, 1233]
fare-shillings: 2 [1801, 1223, 1806, 1233]
departures-month: DECEMBER. [133, 246, 189, 255]
calendar-header-pm: P.M. [253, 926, 282, 942]
correspondence-note: [Our columns are open for free discussion; but we do not hold ourselves responsible for the opinions of our Correspondents.] [561, 1001, 792, 1023]
court-paragraph: The Bench considered that according to prisoner's own admission he had been guilty of felony, and committed him for trial at the next sitting of the Supreme Court at Napier. Prisoner was further charged under the Militia Act, with having detained a rifle and accoutrements, the property of the Colonial Government. [307, 718, 537, 792]
fare-row [1580, 1197, 1822, 1209]
news-paragraph: For the Hurdle Race Tommy Dodd and New Zealander were the only entries. New Zealander fell at the first hurdle, and threw his jockey, who was bruised but not seriously injured. Tommy Dodd cantered over for the money. [816, 982, 1047, 1031]
leader-paragraph: Some time since we drew public attention to this matter, in the hope that something might be done for the purpose of preventing a sacrilegious molestation of the last resting place of the dead. It was explained to us that the Church authorities would represent the matter to the Government, with a view to the land being made over to Trustees, and so placed under proper supervision. It was also to have received "a local habitation, and a name," which, at present, it has not got, unless we recognise the unequivocal appellation of "Government paddock" as a fitting designation; but, as far as we can learn, nothing has been done. That, indeed, it ever bore testimony to the bestowal of Christian care, is due to a gentleman, who, from motives of pure philanthropy, and at his own expense, had the ground surveyed, and plotted, so that a decent uniformity should be observed in laying out the graves; and thus it now remains:—The fences are broken so that cattle stray in and out for pasture; the corner pegs to the grave plots are strewn about the ground; the iron railing encircling the martyrs' monument has been ruthlessly injured; the sacred privacy of the grave enclosures is being invaded; a general desecration is apparent, and desolation reigns. [40, 1390, 283, 1652]
baby-mangler-item: The latest thing out is a baby-mangler—a wooden machine that takes the ones & the two out of your arms; trots it on its knees at the rate of forty trots a second; administers one a spoonful of paregoric per hour; shakes a sheet-iron rattle that effectually drowns its cries; looks cross-eyed at the baby to make it hush, and if these won't do, it lays it over and spanks it with a wooden spanker at the rate of sixty licks a second. The beauty of this machine is that it never gets out of patience or repair. Agents wanted.—American Paper. [561, 1541, 792, 1665]
poem-line: And to my soul both day and night, [1338, 1197, 1473, 1208]
bidgood-subheading: ROYAL MAIL COACHES [1611, 1070, 1792, 1087]
news-paragraph: A match between Raupo and Dick Turpin for £20 a-side produced a magnificent race. Raupo won by a head, but the judges decided it to be a dead heat. [816, 1052, 1047, 1087]
calendar-cell: 4.31 [220, 988, 253, 1015]
news-paragraph: The Presbyterian General Assembly adopted a resolution in favor of increasing the stipends of Presbyterian country ministers throughout the colony. A resolution was also passed to offer special prayer that a religious revival analogous to that in Scotland might be brought about in New Zealand. [816, 338, 1047, 412]
paper-subtitle: AND PEOPLE'S ADVOCATE. [82, 1226, 240, 1238]
calendar-cell: 21M. [40, 973, 72, 988]
calendar-cell: 19S. [40, 942, 72, 957]
fares-heading: FARES TO ORMOND AND BACK: [1627, 1157, 1776, 1167]
waiapu-paragraph: It was stated in a recent issue of the Waka Maori, on the authority of a native correspondent, named Hutana Taru, at Waipiro, who represents himself as a total abstainer, that several Maories had lately died on the East Coast, from the effects of drink, which has not been really the case. It is quite true that three or four natives have been removed by death during the past few months, but to natural causes alone and not to intemperance, the demise of each could only be ascribed—facts which, it is the desire of some of the natives whose attention has been called to the statement in question should be made public. Whilst it must be regretted that many of the natives occasionally exceed the bounds of propriety as regards indulgence in alcoholic beverages, yet it is a matter of congratulation that drunkenness, upon the whole, is on the wane as compared to what it was a few years ago. At the recent hakari, at Hick's Bay, which lasted a fortnight, and at which spirits were fully supplied, none of the Maories seemed to have imbibed to excess—all having preserved their proper equilibrium throughout the affair, and at its termination dispersed in a sober and orderly manner. Amongst the natives who have lately become total abstainers, are, it is said, a few who are inclined to exaggerate the drinking tendencies of their anti-teetotal brethren, and perhaps Hutana Taru is one of these. [307, 1185, 537, 1498]
grahamstown-date: December 11. [993, 1511, 1047, 1522]
divine-service-notice: Divine Services.—The Rev. W. R. Root will (D.V.) hold Divine Service at Ormond at 11 a.m., and in St. Andrew's Church at 7 p.m. [307, 183, 537, 219]
waiapu-paragraph: The Ven. Archdeacon Williams made an ecclesiastical tour through the district, during the past fortnight. He officiated at the respective native preaching stations between Poverty Bay and Hick's Bay, and inspected the schools. Here he preached in English, for the benefit of the European residents, who have not heard a discourse in that language since the rev. gentleman was amongst us in January last. The Archdeacon is, I believe, very desirous that the Waiapu natives should set about erecting a church for themselves, and [307, 1633, 537, 1757]
fare-shillings: 2 [1801, 1210, 1806, 1221]
earth-closets-heading: EARTH CLOSETS. [1377, 87, 1504, 101]
mails-heading: MAILS CLOSE [96, 617, 226, 638]
case-heading: STRONG V. DAVIS. [379, 905, 466, 914]
poem-title: "A MAN'S ANSWER." [1346, 1028, 1535, 1048]
case-heading: MAORA PANI V. TE MANU AND OTHERS. [328, 825, 516, 835]
bidgood-signature: J. BIDGOOD. [1767, 1377, 1822, 1388]
new-advertisements-heading: New Advertisements. [1610, 838, 1793, 859]
fare-shillings: 3 [1801, 1235, 1806, 1246]
shipping-heading: SHIPPING. [110, 84, 212, 104]
court-paragraph: Claim £4 15s. Amount of promissory note. No appearance of defendant. Judgment by default. [307, 1099, 537, 1122]
news-paragraph: Sir Donald McLean met the natives to-day, in front of Taipari's house. Mr. Mackay and Mr. Puckey were present. The representatives of all the Thames tribes were present. Te Moananui welcomed Mr. M'Lean, as did Hoterene Taipari, Riwai, Rapana, H. Taipara, Tanati, Tangitaru, Te Hira, and others. Short speeches of welcome were followed by welcomes and to remembrances of old times. Riwai asked Sir D. M'Lean to take from among them that reptile of Satan, referring to Mr. Mackay. Te Hira said he would hold on to Ohinemuri. [816, 1524, 1047, 1648]
postmaster-title: Postmaster. [235, 833, 283, 844]
court-paragraph: Mr. Wilson for plaintiff. Claim £10 15s for rent. This was a complicated case which has appeared on the record before; much conflicting testimony was adduced as to proof of defendants' responsibility. Judgment for plaintiff with costs. [307, 839, 537, 900]
calendar-row [40, 957, 282, 973]
news-paragraph: The Hack Hurdle race was won by Stafford's Don Juan. [827, 1036, 1040, 1046]
article-paragraph: The dress most in fashion for indoor wear is the Princess dress—not the peignoir. It is then always simply made, elaborate trimmings being reserved for the evening. Large buttons, revers and ruff, are all that is necessary. The revers and the lining of the ruff can be in cameleon style and of silk or velvet. It is better for very thin or very stout ladies to leave some fulness at the three back and the two side seams to form underneath pleats, which will in one case veil extra plumpness, and in the other supply in some measure its absence. For the front there is the choice between two rows of buttons with redingote revers, and one row with a ruff. [1580, 132, 1822, 269]
